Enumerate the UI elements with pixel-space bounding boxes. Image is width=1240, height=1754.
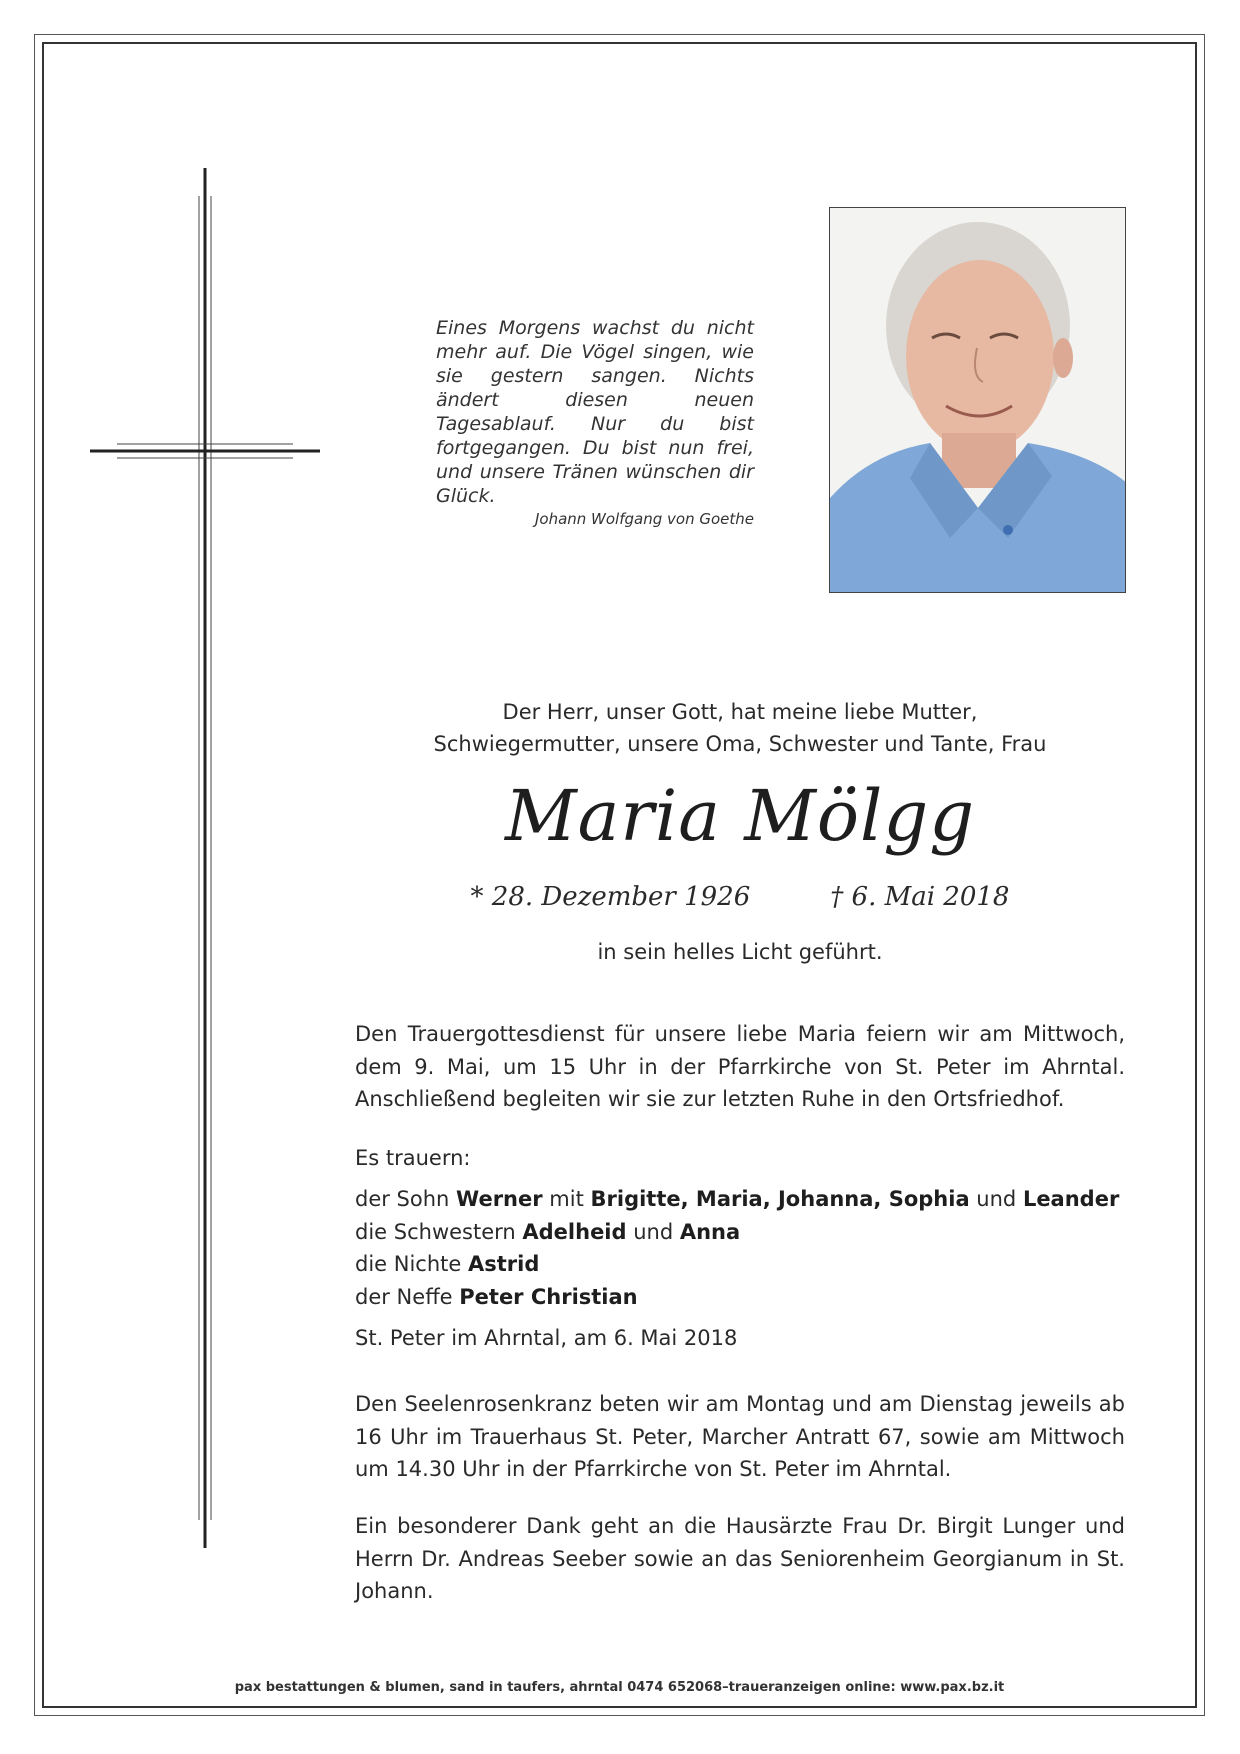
mourner-name: Leander [1022, 1187, 1120, 1211]
mourner-connector: und [626, 1219, 680, 1244]
intro-text [380, 696, 1100, 760]
mourner-name: Astrid [468, 1252, 540, 1276]
rosary-paragraph: Den Seelenrosenkranz beten wir am Montag und am Dienstag jeweils ab 16 Uhr im Trauerhaus St. Peter, Marcher Antratt 67, sowie am Mittwoch um 14.30 Uhr in der Pfarrkirche von St. Peter im Ahrntal. [355, 1392, 1125, 1481]
mourner-relation: der Sohn [355, 1187, 457, 1211]
mourner-name: Peter Christian [459, 1284, 638, 1309]
mourner-row [355, 1216, 1125, 1249]
life-dates [380, 882, 1100, 912]
intro-line-2: Schwiegermutter, unsere Oma, Schwester und Tante, Frau [433, 732, 1047, 756]
quote-author: Johann Wolfgang von Goethe [534, 510, 754, 528]
mourners-heading: Es trauern: [355, 1146, 471, 1170]
mourner-row [355, 1281, 1125, 1314]
quote-text: Eines Morgens wachst du nicht mehr auf. Die Vögel singen, wie sie gestern sangen. Nichts ändert diesen neuen Tagesablauf. Nur du bist fortgegangen. Du bist nun frei, und unsere Tränen wünschen dir Glück. [436, 317, 754, 507]
mourner-relation: die Schwestern [355, 1219, 523, 1244]
birth-date: * 28. Dezember 1926 [470, 882, 751, 912]
footer-text: pax bestattungen & blumen, sand in taufers, ahrntal 0474 652068–traueranzeigen online: www.pax.bz.it [234, 1680, 1005, 1695]
mourner-name: Werner [456, 1187, 543, 1211]
mourner-connector: mit [542, 1187, 591, 1211]
portrait-photo [829, 207, 1126, 593]
mourner-name: Adelheid [522, 1219, 627, 1244]
thanks-paragraph: Ein besonderer Dank geht an die Hausärzte Frau Dr. Birgit Lunger und Herrn Dr. Andreas Seeber sowie an das Seniorenheim Georgianum in St. Johann. [355, 1514, 1125, 1603]
licht-line: in sein helles Licht geführt. [597, 940, 883, 964]
mourner-row [355, 1248, 1125, 1281]
mourner-relation: die Nichte [355, 1252, 468, 1276]
deceased-name: Maria Mölgg [504, 775, 976, 857]
service-paragraph: Den Trauergottesdienst für unsere liebe Maria feiern wir am Mittwoch, dem 9. Mai, um 15 Uhr in der Pfarrkirche von St. Peter im Ahrntal. Anschließend begleiten wir sie zur letzten Ruhe in den Ortsfriedhof. [355, 1022, 1125, 1111]
place-date: St. Peter im Ahrntal, am 6. Mai 2018 [355, 1326, 738, 1350]
intro-line-1: Der Herr, unser Gott, hat meine liebe Mutter, [502, 700, 978, 724]
mourner-row [355, 1183, 1125, 1216]
mourners-list [355, 1183, 1125, 1313]
mourner-connector: und [969, 1187, 1023, 1211]
death-date: † 6. Mai 2018 [830, 882, 1010, 912]
mourner-name: Brigitte, Maria, Johanna, Sophia [590, 1187, 970, 1211]
mourner-name: Anna [679, 1219, 741, 1244]
mourner-relation: der Neffe [355, 1284, 460, 1309]
portrait-image [830, 208, 1126, 593]
